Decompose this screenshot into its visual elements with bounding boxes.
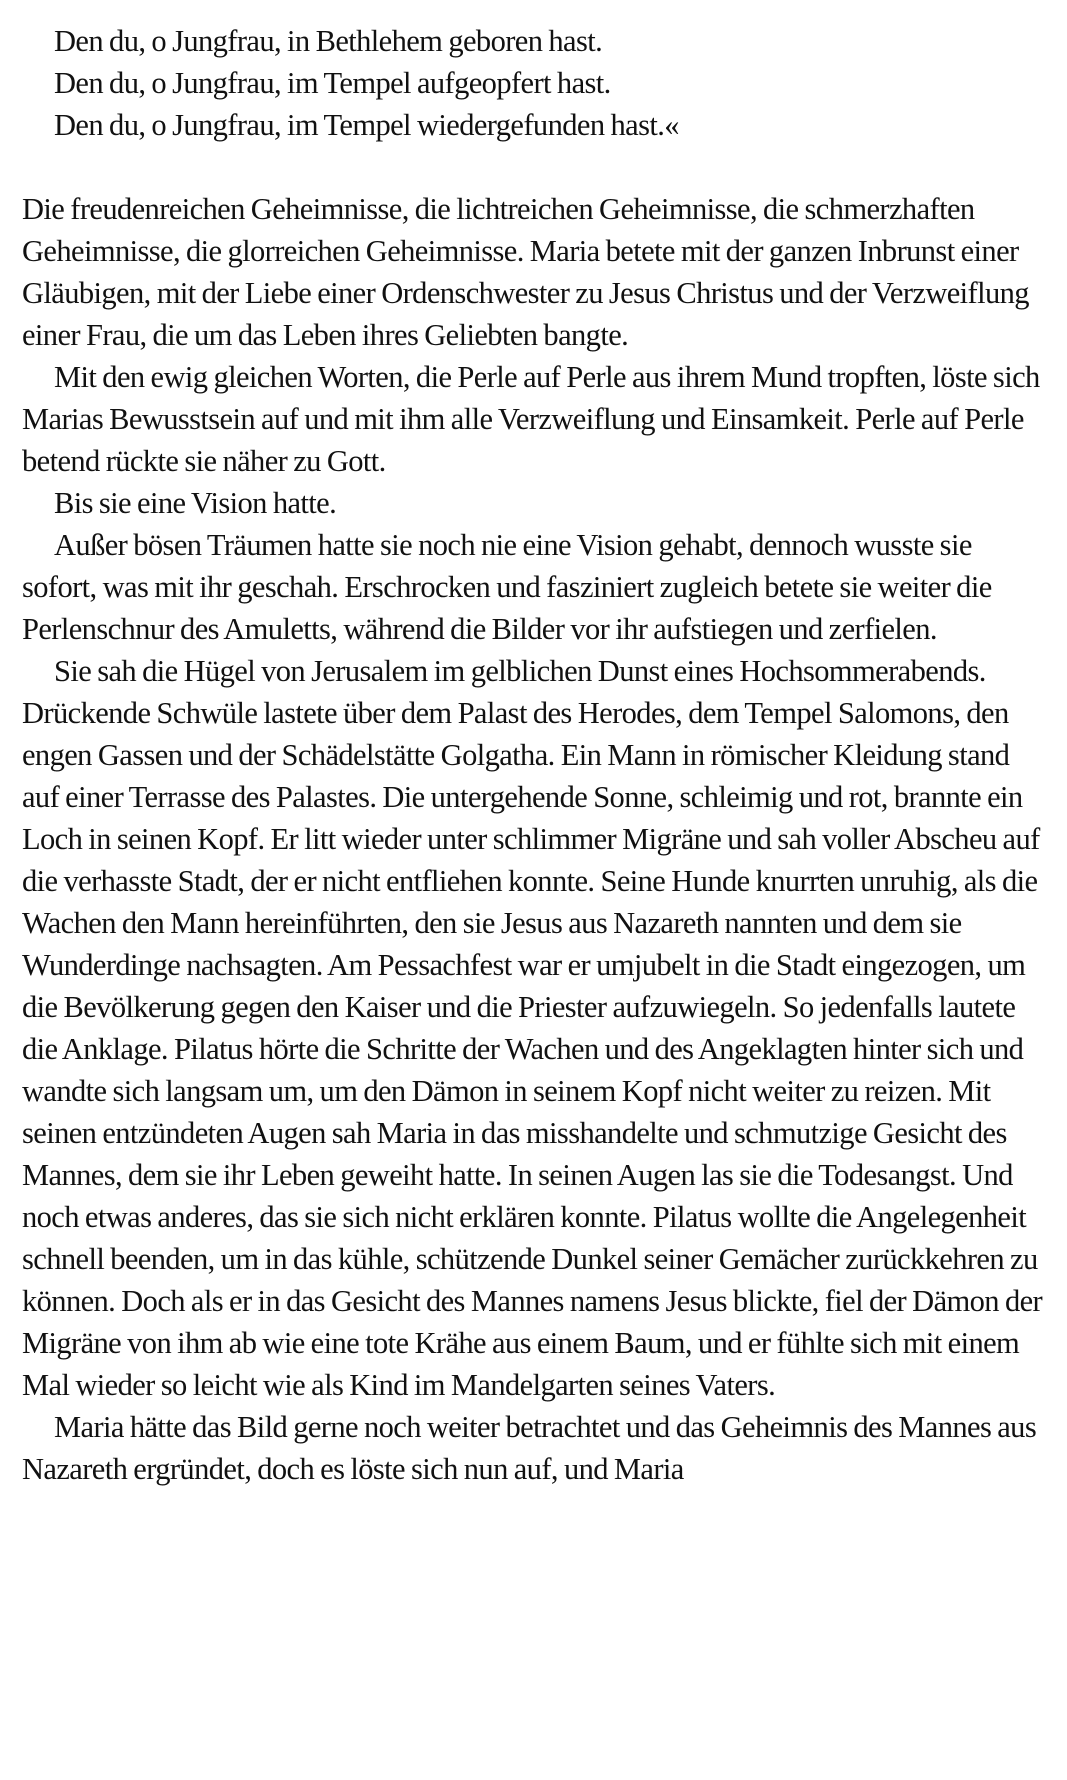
paragraph-1: Die freudenreichen Geheimnisse, die lichtreichen Geheimnisse, die schmerzhaften Geheimnisse, die glorreichen Geheimnisse. Maria betete mit der ganzen Inbrunst einer Gläubigen, mit der Liebe einer Ordenschwester zu Jesus Christus und der Verzweiflung einer Frau, die um das Leben ihres Geliebten bangte.: [22, 192, 1029, 352]
verse-line-1: Den du, o Jungfrau, in Bethlehem geboren hast.: [54, 24, 603, 58]
paragraph-4: Außer bösen Träumen hatte sie noch nie eine Vision gehabt, dennoch wusste sie sofort, was mit ihr geschah. Erschrocken und fasziniert zugleich betete sie weiter die Perlenschnur des Amuletts, während die Bilder vor ihr aufstiegen und zerfielen.: [22, 528, 992, 646]
paragraph-2: Mit den ewig gleichen Worten, die Perle auf Perle aus ihrem Mund tropften, löste sich Marias Bewusstsein auf und mit ihm alle Verzweiflung und Einsamkeit. Perle auf Perle betend rückte sie näher zu Gott.: [22, 360, 1040, 478]
stanza-gap: [22, 146, 1050, 188]
verse-line-2: Den du, o Jungfrau, im Tempel aufgeopfert hast.: [54, 66, 611, 100]
page-text: [22, 20, 1050, 1490]
paragraph-6: Maria hätte das Bild gerne noch weiter betrachtet und das Geheimnis des Mannes aus Nazareth ergründet, doch es löste sich nun auf, und Maria: [22, 1410, 1037, 1486]
paragraph-3: Bis sie eine Vision hatte.: [54, 486, 337, 520]
paragraph-5: Sie sah die Hügel von Jerusalem im gelblichen Dunst eines Hochsommerabends. Drückende Schwüle lastete über dem Palast des Herodes, dem Tempel Salomons, den engen Gassen und der Schädelstätte Golgatha. Ein Mann in römischer Kleidung stand auf einer Terrasse des Palastes. Die untergehende Sonne, schleimig und rot, brannte ein Loch in seinen Kopf. Er litt wieder unter schlimmer Migräne und sah voller Abscheu auf die verhasste Stadt, der er nicht entfliehen konnte. Seine Hunde knurrten unruhig, als die Wachen den Mann hereinführten, den sie Jesus aus Nazareth nannten und dem sie Wunderdinge nachsagten. Am Pessachfest war er umjubelt in die Stadt eingezogen, um die Bevölkerung gegen den Kaiser und die Priester aufzuwiegeln. So jedenfalls lautete die Anklage. Pilatus hörte die Schritte der Wachen und des Angeklagten hinter sich und wandte sich langsam um, um den Dämon in seinem Kopf nicht weiter zu reizen. Mit seinen entzündeten Augen sah Maria in das misshandelte und schmutzige Gesicht des Mannes, dem sie ihr Leben geweiht hatte. In seinen Augen las sie die Todesangst. Und noch etwas anderes, das sie sich nicht erklären konnte. Pilatus wollte die Angelegenheit schnell beenden, um in das kühle, schützende Dunkel seiner Gemächer zurückkehren zu können. Doch als er in das Gesicht des Mannes namens Jesus blickte, fiel der Dämon der Migräne von ihm ab wie eine tote Krähe aus einem Baum, und er fühlte sich mit einem Mal wieder so leicht wie als Kind im Mandelgarten seines Vaters.: [22, 654, 1043, 1402]
verse-line-3: Den du, o Jungfrau, im Tempel wiedergefunden hast.«: [54, 108, 679, 142]
